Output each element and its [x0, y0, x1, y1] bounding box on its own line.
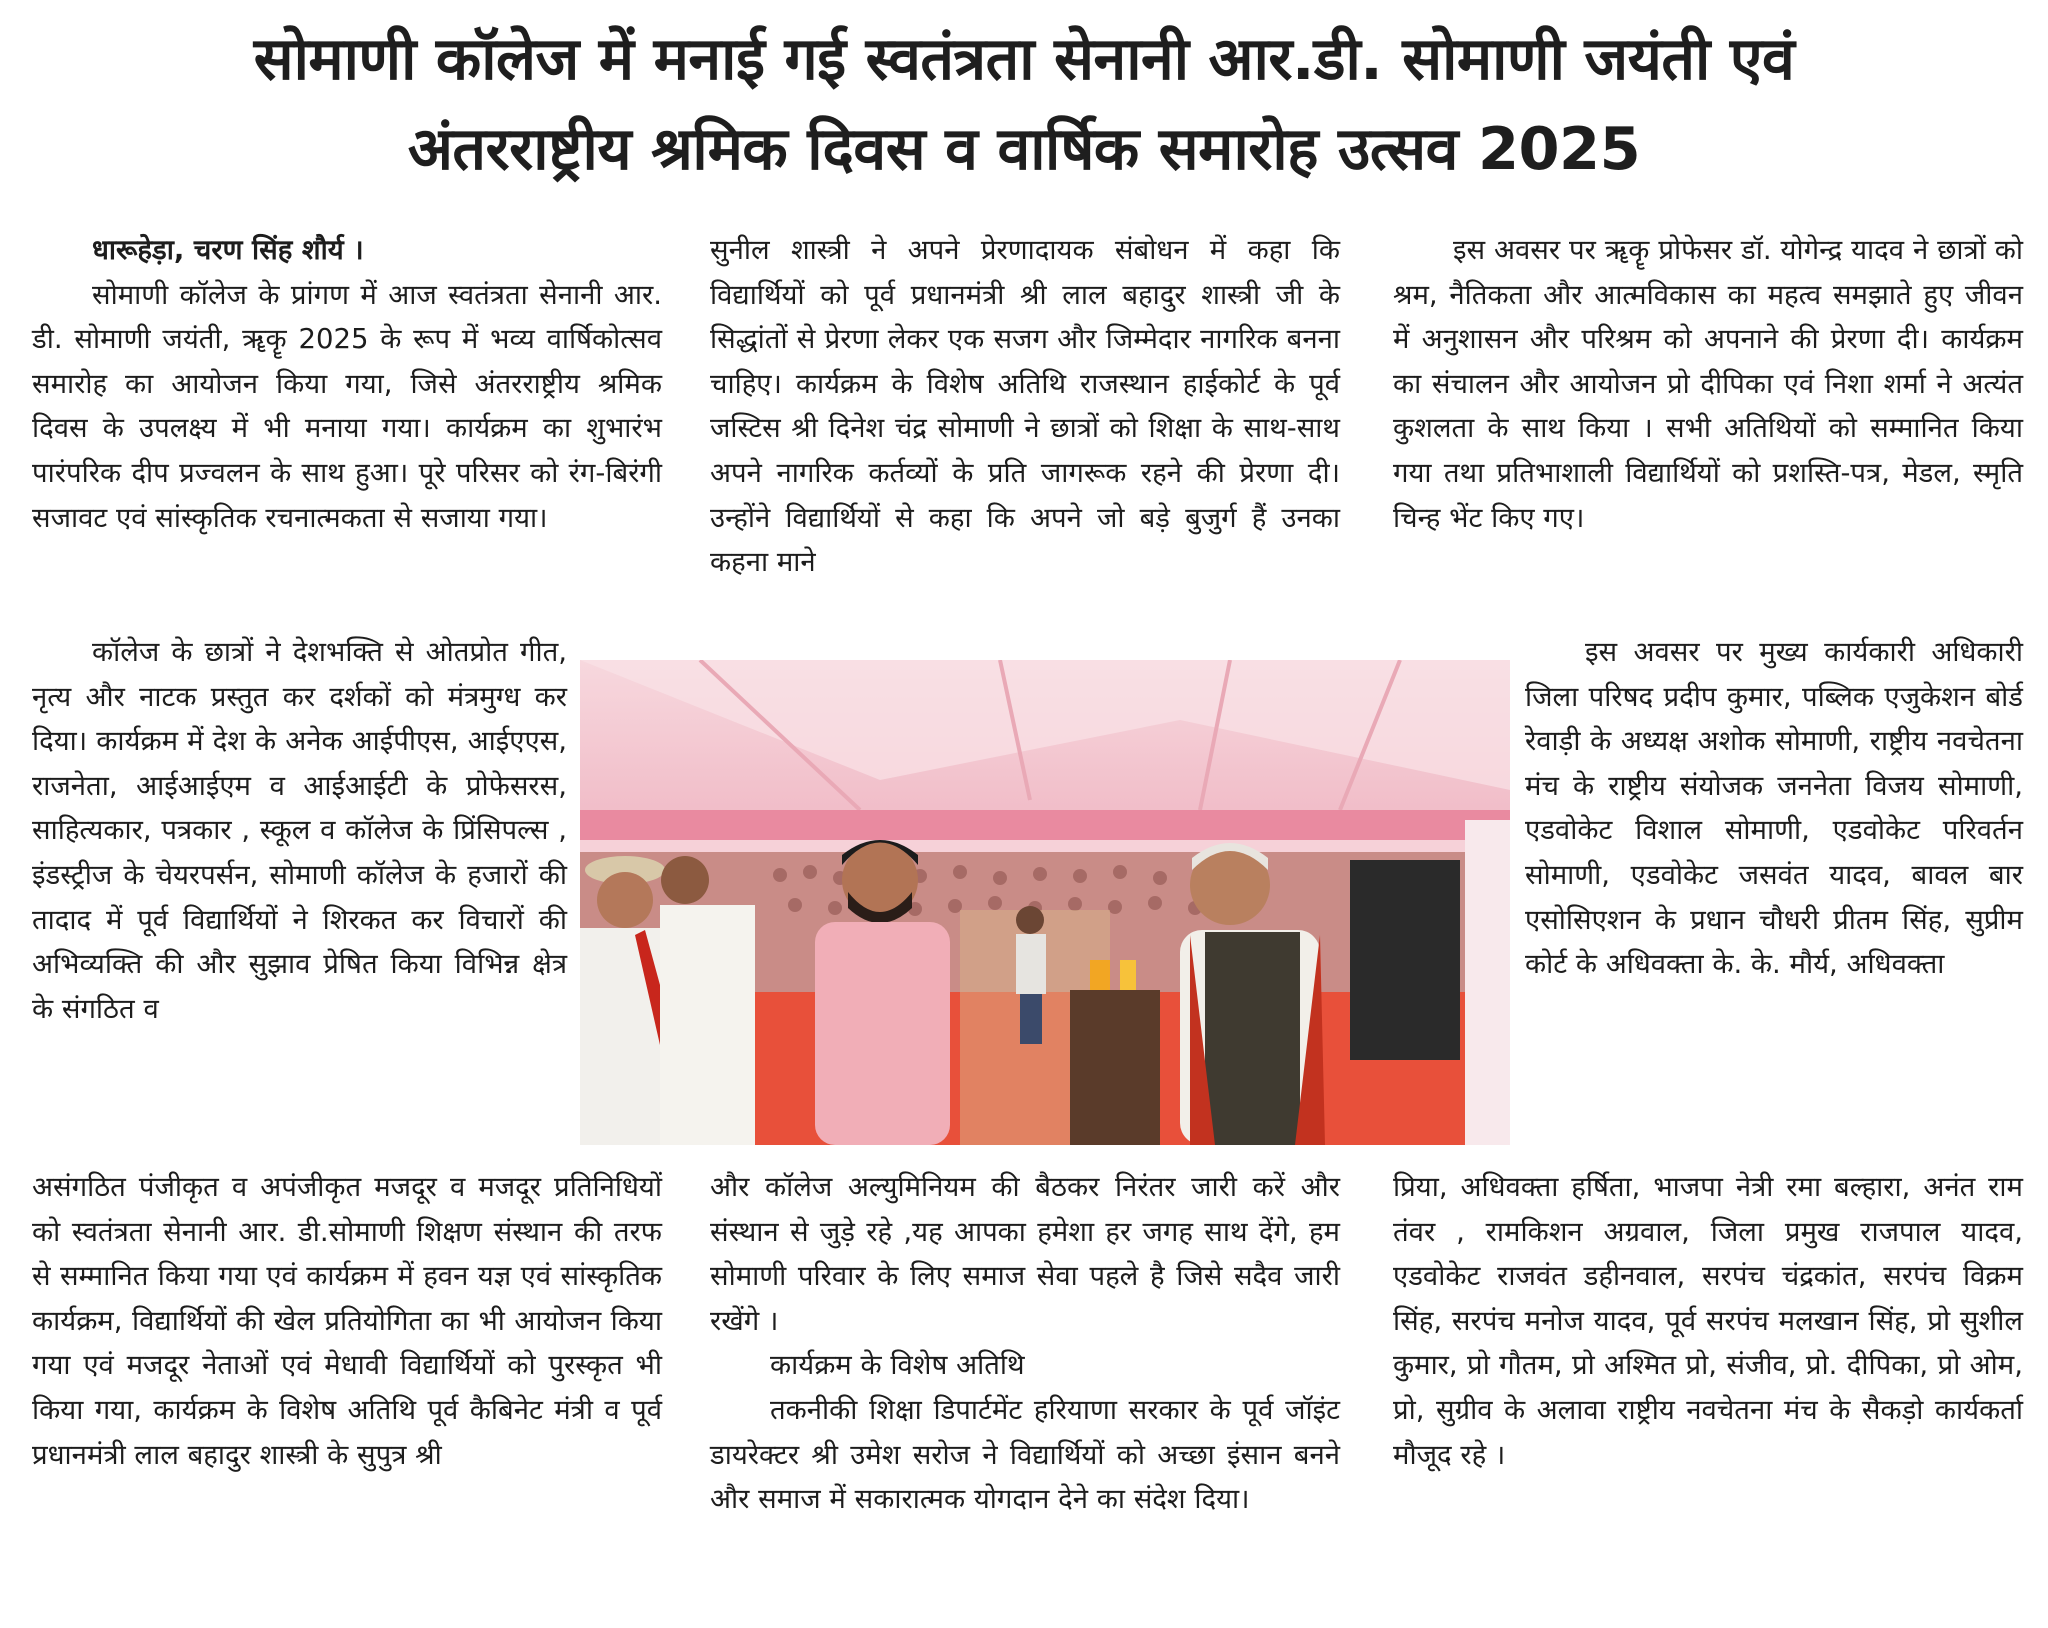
paragraph: असंगठित पंजीकृत व अपंजीकृत मजदूर व मजदूर प्रतिनिधियों को स्वतंत्रता सेनानी आर. डी.सोमाणी शिक्षण संस्थान की तरफ से सम्मानित किया गया एवं कार्यक्रम में हवन यज्ञ एवं सांस्कृतिक कार्यक्रम, विद्यार्थियों की खेल प्रतियोगिता का भी आयोजन किया गया एवं मजदूर नेताओं एवं मेधावी विद्यार्थियों को पुरस्कृत भी किया गया, कार्यक्रम के विशेष अतिथि पूर्व कैबिनेट मंत्री व पूर्व प्रधानमंत्री लाल बहादुर शास्त्री के सुपुत्र श्री	[32, 1171, 662, 1471]
paragraph: और कॉलेज अल्युमिनियम की बैठकर निरंतर जारी करें और संस्थान से जुड़े रहे ,यह आपका हमेशा हर जगह साथ देंगे, हम सोमाणी परिवार के लिए समाज सेवा पहले है जिसे सदैव जारी रखेंगे ।	[710, 1171, 1340, 1337]
paragraph: इस अवसर पर मुख्य कार्यकारी अधिकारी जिला परिषद प्रदीप कुमार, पब्लिक एजुकेशन बोर्ड रेवाड़ी के अध्यक्ष अशोक सोमाणी, राष्ट्रीय नवचेतना मंच के राष्ट्रीय संयोजक जननेता विजय सोमाणी, एडवोकेट विशाल सोमाणी, एडवोकेट परिवर्तन सोमाणी, एडवोकेट जसवंत यादव, बावल बार एसोसिएशन के प्रधान चौधरी प्रीतम सिंह, सुप्रीम कोर्ट के अधिवक्ता के. के. मौर्य, अधिवक्ता	[1525, 636, 2023, 981]
paragraph: कॉलेज के छात्रों ने देशभक्ति से ओतप्रोत गीत, नृत्य और नाटक प्रस्तुत कर दर्शकों को मंत्रमुग्ध कर दिया। कार्यक्रम में देश के अनेक आईपीएस, आईएएस, राजनेता, आईआईएम व आईआईटी के प्रोफेसरस, साहित्यकार, पत्रकार , स्कूल व कॉलेज के प्रिंसिपल्स , इंडस्ट्रीज के चेयरपर्सन, सोमाणी कॉलेज के हजारों की तादाद में पूर्व विद्यार्थियों ने शिरकत कर विचारों की अभिव्यक्ति की और सुझाव प्रेषित किया विभिन्न क्षेत्र के संगठित व	[32, 636, 567, 1025]
speaker-box	[1350, 860, 1460, 1060]
column-2-bottom	[710, 1165, 1340, 1522]
event-photo-illustration	[580, 660, 1510, 1145]
tent-stripe	[580, 810, 1510, 840]
paragraph: सुनील शास्त्री ने अपने प्रेरणादायक संबोधन में कहा कि विद्यार्थियों को पूर्व प्रधानमंत्री श्री लाल बहादुर शास्त्री जी के सिद्धांतों से प्रेरणा लेकर एक सजग और जिम्मेदार नागरिक बनना चाहिए। कार्यक्रम के विशेष अतिथि राजस्थान हाईकोर्ट के पूर्व जस्टिस श्री दिनेश चंद्र सोमाणी ने छात्रों को शिक्षा के साथ-साथ अपने नागरिक कर्तव्यों के प्रति जागरूक रहने की प्रेरणा दी। उन्होंने विद्यार्थियों से कहा कि अपने जो बड़े बुजुर्ग हैं उनका कहना माने	[710, 234, 1340, 579]
headline	[20, 14, 2028, 194]
column-3-middle	[1525, 630, 2023, 987]
paragraph: सोमाणी कॉलेज के प्रांगण में आज स्वतंत्रता सेनानी आर. डी. सोमाणी जयंती, ॠकॄ 2025 के रूप में भव्य वार्षिकोत्सव समारोह का आयोजन किया गया, जिसे अंतरराष्ट्रीय श्रमिक दिवस के उपलक्ष्य में भी मनाया गया। कार्यक्रम का शुभारंभ पारंपरिक दीप प्रज्वलन के साथ हुआ। पूरे परिसर को रंग-बिरंगी सजावट एवं सांस्कृतिक रचनात्मकता से सजाया गया।	[32, 278, 662, 534]
paragraph: प्रिया, अधिवक्ता हर्षिता, भाजपा नेत्री रमा बल्हारा, अनंत राम तंवर , रामकिशन अग्रवाल, जिला प्रमुख राजपाल यादव, एडवोकेट राजवंत डहीनवाल, सरपंच चंद्रकांत, सरपंच विक्रम सिंह, सरपंच मनोज यादव, पूर्व सरपंच मलखान सिंह, प्रो सुशील कुमार, प्रो गौतम, प्रो अश्मित प्रो, संजीव, प्रो. दीपिका, प्रो ओम, प्रो, सुग्रीव के अलावा राष्ट्रीय नवचेतना मंच के सैकड़ो कार्यकर्ता मौजूद रहे ।	[1393, 1171, 2023, 1471]
column-3-top	[1393, 228, 2023, 540]
paragraph: इस अवसर पर ॠकॄ प्रोफेसर डॉ. योगेन्द्र यादव ने छात्रों को श्रम, नैतिकता और आत्मविकास का महत्व समझाते हुए जीवन में अनुशासन और परिश्रम को अपनाने की प्रेरणा दी। कार्यक्रम का संचालन और आयोजन प्रो दीपिका एवं निशा शर्मा ने अत्यंत कुशलता के साथ किया । सभी अतिथियों को सम्मानित किया गया तथा प्रतिभाशाली विद्यार्थियों को प्रशस्ति-पत्र, मेडल, स्मृति चिन्ह भेंट किए गए।	[1393, 234, 2023, 534]
dateline: धारूहेड़ा, चरण सिंह शौर्य ।	[92, 234, 364, 266]
paragraph: तकनीकी शिक्षा डिपार्टमेंट हरियाणा सरकार के पूर्व जॉइंट डायरेक्टर श्री उमेश सरोज ने विद्यार्थियों को अच्छा इंसान बनने और समाज में सकारात्मक योगदान देने का संदेश दिया।	[710, 1393, 1340, 1516]
subheading: कार्यक्रम के विशेष अतिथि	[770, 1349, 1025, 1382]
event-photo	[580, 660, 1510, 1145]
headline-line-2: अंतरराष्ट्रीय श्रमिक दिवस व वार्षिक समारोह उत्सव 2025	[407, 114, 1641, 183]
podium	[1070, 990, 1160, 1145]
column-1-middle	[32, 630, 567, 1031]
column-1-bottom	[32, 1165, 662, 1477]
person-cameraman	[1016, 906, 1046, 1044]
column-3-bottom	[1393, 1165, 2023, 1477]
column-2-top	[710, 228, 1340, 585]
headline-line-1: सोमाणी कॉलेज में मनाई गई स्वतंत्रता सेनानी आर.डी. सोमाणी जयंती एवं	[253, 24, 1795, 93]
column-1-top	[32, 228, 662, 540]
